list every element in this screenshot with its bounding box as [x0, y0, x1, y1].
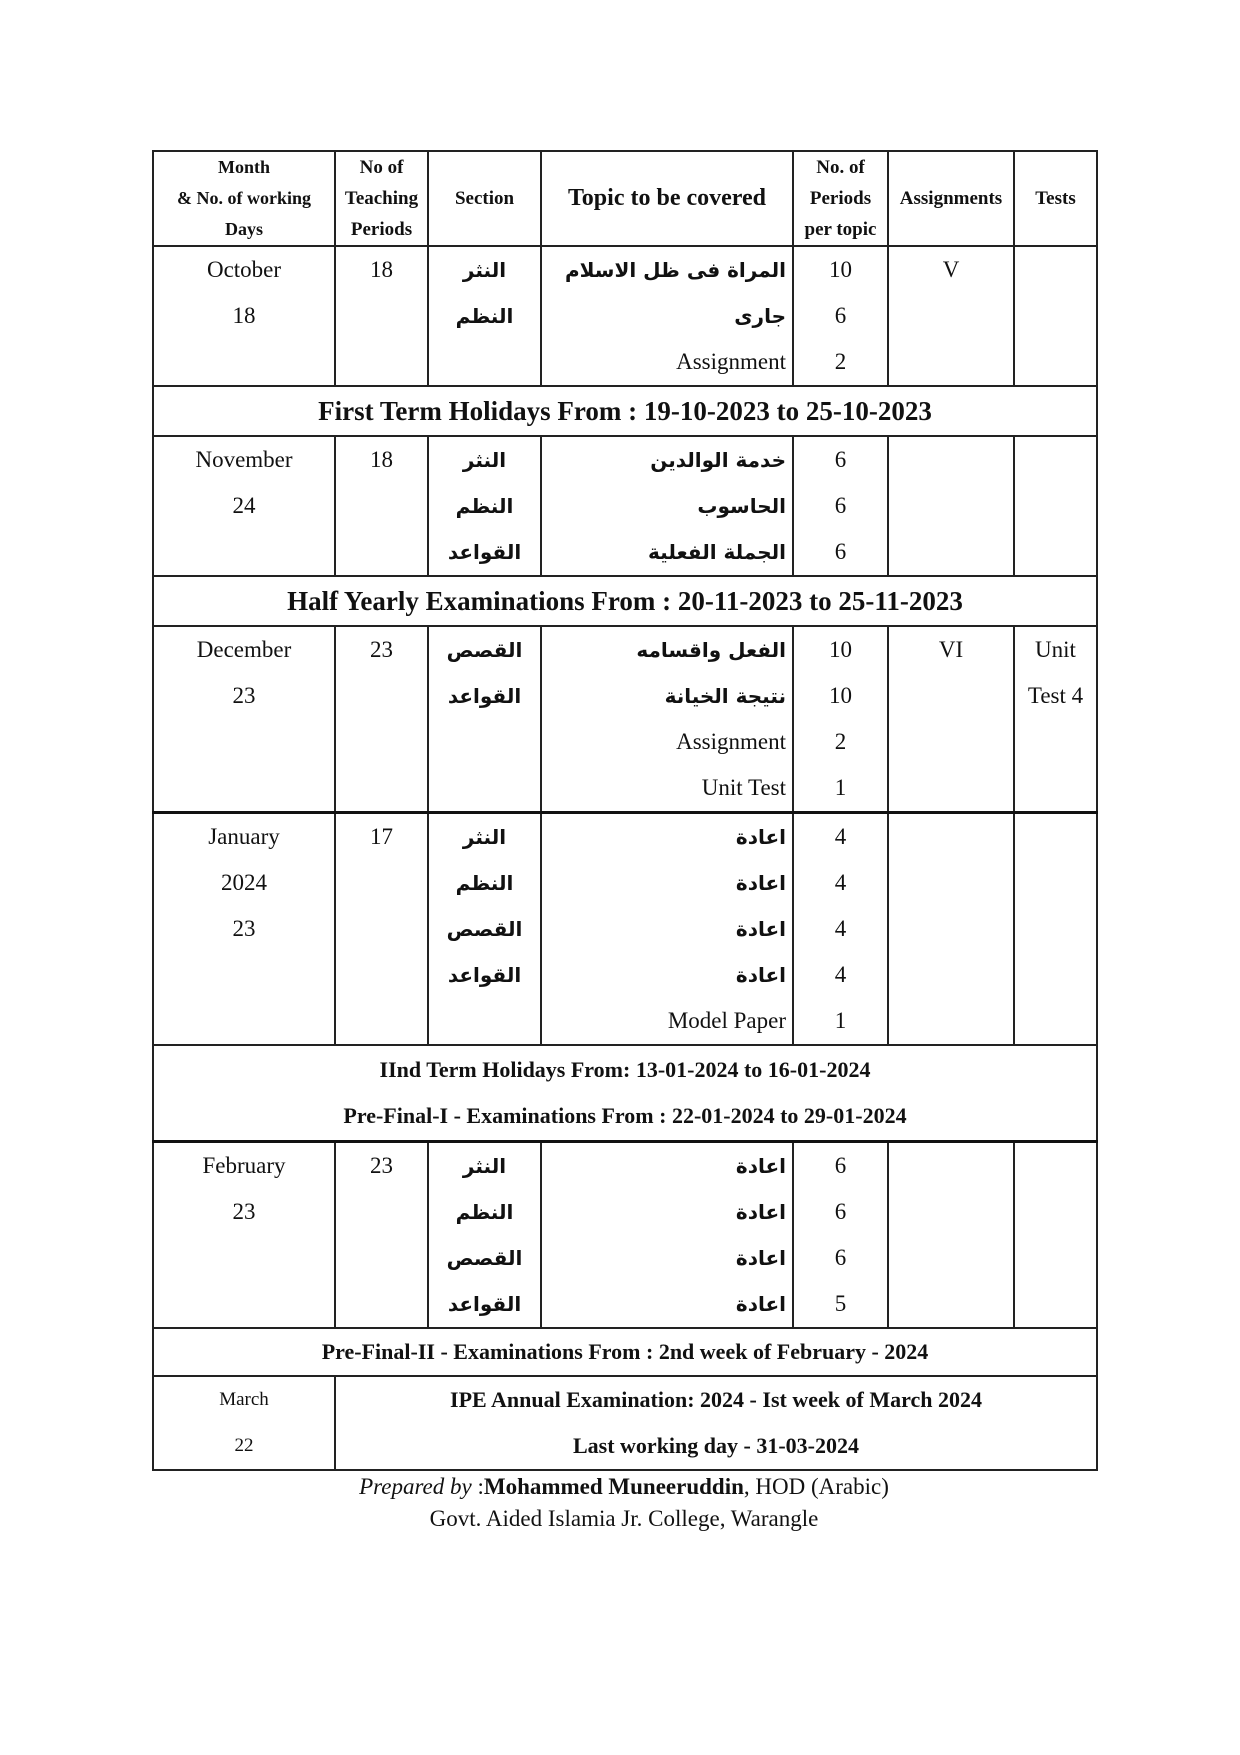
author-name: Mohammed Muneeruddin: [483, 1474, 744, 1499]
header-section: Section: [428, 151, 541, 246]
topic: اعادة: [735, 871, 786, 895]
working-days: 22: [234, 1435, 254, 1456]
banner-row: [153, 576, 1097, 626]
topic: اعادة: [735, 1200, 786, 1224]
january-teaching-cell: [335, 813, 428, 1046]
periods: 4: [834, 870, 847, 895]
topic: Assignment: [676, 349, 786, 374]
topic: اعادة: [735, 917, 786, 941]
february-topic-cell: [541, 1142, 793, 1329]
periods: 6: [834, 539, 847, 564]
october-row: [153, 246, 1097, 386]
october-month-cell: [153, 246, 335, 386]
header-month-line: Month: [217, 157, 270, 177]
month-name: February: [202, 1153, 286, 1178]
header-month: [153, 151, 335, 246]
periods: 2: [834, 349, 847, 374]
test: Unit: [1035, 637, 1076, 662]
november-topic-cell: [541, 436, 793, 576]
periods: 6: [834, 303, 847, 328]
working-days: 18: [232, 303, 256, 328]
month-name: December: [196, 637, 292, 662]
december-periods-cell: [793, 626, 888, 813]
topic: Assignment: [676, 729, 786, 754]
topic: اعادة: [735, 825, 786, 849]
banner-row: [153, 1328, 1097, 1376]
teaching-periods: 23: [370, 1153, 393, 1178]
working-days: 23: [232, 916, 256, 941]
half-yearly-exam-banner: Half Yearly Examinations From : 20-11-2023 to 25-11-2023: [153, 576, 1097, 626]
february-section-cell: [428, 1142, 541, 1329]
pre-final-2-text: Pre-Final-II - Examinations From : 2nd week of February - 2024: [321, 1339, 929, 1364]
topic: الفعل واقسامه: [636, 638, 786, 662]
month-name: January: [208, 824, 280, 849]
january-month-cell: [153, 813, 335, 1046]
header-periods-line: Periods: [809, 188, 872, 209]
october-section-cell: [428, 246, 541, 386]
header-teaching-periods: [335, 151, 428, 246]
header-tests: Tests: [1014, 151, 1097, 246]
section-name: النظم: [455, 494, 514, 518]
periods: 10: [829, 683, 852, 708]
periods: 10: [829, 257, 852, 282]
working-days: 23: [232, 1199, 256, 1224]
november-tests-cell: [1014, 436, 1097, 576]
topic: الجملة الفعلية: [648, 540, 786, 564]
month-name: November: [195, 447, 293, 472]
february-teaching-cell: [335, 1142, 428, 1329]
teaching-periods: 18: [370, 257, 393, 282]
january-periods-cell: [793, 813, 888, 1046]
working-days: 23: [232, 683, 256, 708]
october-assignment-cell: [888, 246, 1014, 386]
january-assignment-cell: [888, 813, 1014, 1046]
second-term-holidays-text: IInd Term Holidays From: 13-01-2024 to 16-01-2024: [379, 1057, 871, 1082]
section-name: القواعد: [447, 1292, 522, 1316]
header-teaching-line: Periods: [350, 219, 413, 240]
month-name: October: [206, 257, 282, 282]
prepared-by-label: Prepared by: [359, 1474, 472, 1499]
teaching-periods: 23: [370, 637, 393, 662]
topic: نتيجة الخيانة: [664, 684, 786, 708]
header-periods-line: No. of: [816, 157, 865, 178]
december-teaching-cell: [335, 626, 428, 813]
first-term-holidays-banner: First Term Holidays From : 19-10-2023 to 25-10-2023: [153, 386, 1097, 436]
section-name: القصص: [446, 1246, 523, 1270]
periods: 4: [834, 824, 847, 849]
periods: 6: [834, 493, 847, 518]
december-tests-cell: [1014, 626, 1097, 813]
prepared-by-footer: [152, 1474, 1096, 1500]
march-month-cell: [153, 1376, 335, 1470]
footer-colon: :: [471, 1474, 484, 1499]
january-row: [153, 813, 1097, 1046]
section-name: النثر: [462, 825, 507, 849]
syllabus-plan-table: [152, 150, 1098, 1471]
assignment: V: [942, 257, 960, 282]
author-role: , HOD (Arabic): [743, 1474, 889, 1499]
header-topic: Topic to be covered: [541, 151, 793, 246]
october-teaching-cell: [335, 246, 428, 386]
section-name: القواعد: [447, 540, 522, 564]
topic: اعادة: [735, 1246, 786, 1270]
january-topic-cell: [541, 813, 793, 1046]
section-name: القصص: [446, 638, 523, 662]
periods: 4: [834, 916, 847, 941]
banner-row: [153, 1045, 1097, 1142]
december-row: [153, 626, 1097, 813]
periods: 2: [834, 729, 847, 754]
december-section-cell: [428, 626, 541, 813]
teaching-periods: 17: [370, 824, 393, 849]
periods: 1: [834, 775, 847, 800]
topic: Unit Test: [701, 775, 786, 800]
topic: جاری: [734, 304, 786, 328]
periods: 6: [834, 447, 847, 472]
march-row: [153, 1376, 1097, 1470]
december-month-cell: [153, 626, 335, 813]
section-name: القصص: [446, 917, 523, 941]
november-periods-cell: [793, 436, 888, 576]
november-month-cell: [153, 436, 335, 576]
header-periods-per-topic: [793, 151, 888, 246]
topic: خدمة الوالدين: [650, 448, 786, 472]
month-year: 2024: [221, 870, 267, 895]
february-month-cell: [153, 1142, 335, 1329]
december-topic-cell: [541, 626, 793, 813]
header-assignments: Assignments: [888, 151, 1014, 246]
february-tests-cell: [1014, 1142, 1097, 1329]
topic: اعادة: [735, 1292, 786, 1316]
october-periods-cell: [793, 246, 888, 386]
topic: Model Paper: [667, 1008, 786, 1033]
college-footer: Govt. Aided Islamia Jr. College, Warangle: [429, 1506, 819, 1531]
section-name: النظم: [455, 1200, 514, 1224]
topic: الحاسوب: [697, 494, 786, 518]
november-assignment-cell: [888, 436, 1014, 576]
teaching-periods: 18: [370, 447, 393, 472]
october-tests-cell: [1014, 246, 1097, 386]
header-periods-line: per topic: [804, 219, 877, 240]
month-name: March: [219, 1389, 269, 1410]
header-month-line: Days: [224, 219, 263, 239]
topic: اعادة: [735, 1154, 786, 1178]
january-section-cell: [428, 813, 541, 1046]
header-teaching-line: No of: [359, 157, 404, 178]
annual-exam-text: IPE Annual Examination: 2024 - Ist week of March 2024: [450, 1387, 982, 1412]
december-assignment-cell: [888, 626, 1014, 813]
header-teaching-line: Teaching: [344, 188, 419, 209]
november-teaching-cell: [335, 436, 428, 576]
section-name: النظم: [455, 871, 514, 895]
periods: 5: [834, 1291, 847, 1316]
january-tests-cell: [1014, 813, 1097, 1046]
section-name: النثر: [462, 258, 507, 282]
february-row: [153, 1142, 1097, 1329]
header-month-line: & No. of working: [177, 188, 311, 208]
section-name: النثر: [462, 1154, 507, 1178]
periods: 6: [834, 1153, 847, 1178]
pre-final-1-text: Pre-Final-I - Examinations From : 22-01-2024 to 29-01-2024: [343, 1103, 907, 1128]
periods: 6: [834, 1245, 847, 1270]
last-working-day-text: Last working day - 31-03-2024: [572, 1433, 859, 1458]
section-name: النظم: [455, 304, 514, 328]
term-holidays-and-pre-final-banner: [153, 1045, 1097, 1142]
header-row: [153, 151, 1097, 246]
october-topic-cell: [541, 246, 793, 386]
assignment: VI: [938, 637, 964, 662]
periods: 6: [834, 1199, 847, 1224]
section-name: القواعد: [447, 684, 522, 708]
banner-row: [153, 386, 1097, 436]
topic: المراة فی ظل الاسلام: [564, 258, 786, 282]
march-exam-info: [335, 1376, 1097, 1470]
november-row: [153, 436, 1097, 576]
test: Test 4: [1027, 683, 1084, 708]
pre-final-2-banner: [153, 1328, 1097, 1376]
periods: 4: [834, 962, 847, 987]
section-name: القواعد: [447, 963, 522, 987]
november-section-cell: [428, 436, 541, 576]
working-days: 24: [232, 493, 256, 518]
periods: 10: [829, 637, 852, 662]
topic: اعادة: [735, 963, 786, 987]
section-name: النثر: [462, 448, 507, 472]
periods: 1: [834, 1008, 847, 1033]
february-periods-cell: [793, 1142, 888, 1329]
february-assignment-cell: [888, 1142, 1014, 1329]
